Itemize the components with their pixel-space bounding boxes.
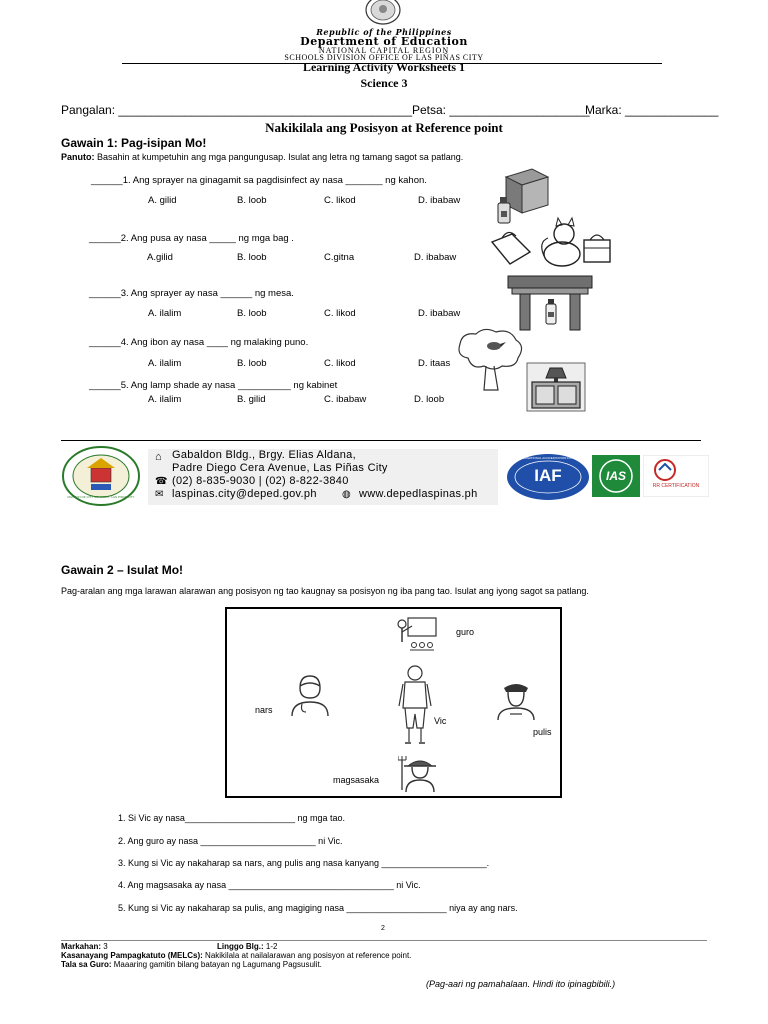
g2-question-4: 4. Ang magsasaka ay nasa _________________________________ ni Vic.	[118, 880, 421, 890]
gawain2-instruction: Pag-aralan ang mga larawan alarawan ang posisyon ng tao kaugnay sa posisyon ng iba pang tao. Isulat ang iyong sagot sa patlang.	[61, 586, 589, 596]
markahan-line	[61, 942, 108, 951]
g1-q2-choice-c[interactable]: C.gitna	[324, 252, 355, 263]
gawain2-title: Gawain 2 – Isulat Mo!	[61, 563, 184, 577]
g1-q4-choice-d[interactable]: D. itaas	[418, 358, 451, 369]
g1-question-3: ______3. Ang sprayer ay nasa ______ ng mesa.	[89, 288, 294, 299]
g1-q2-choice-b[interactable]: B. loob	[237, 252, 267, 263]
property-note: (Pag-aari ng pamahalaan. Hindi ito ipinagbibili.)	[426, 979, 616, 989]
iaf-logo-icon	[505, 452, 591, 502]
website-line[interactable]: www.depedlaspinas.ph	[359, 488, 478, 500]
gawain1-title: Gawain 1: Pag-isipan Mo!	[61, 136, 207, 150]
police-icon	[496, 680, 536, 720]
division-seal-text: DIVISION OF CITY SCHOOLS · LAS PIÑAS CITY	[67, 496, 135, 499]
g1-q3-choice-d[interactable]: D. ibabaw	[418, 308, 461, 319]
label-nars: nars	[255, 705, 273, 715]
worksheet-title: Learning Activity Worksheets 1	[302, 60, 466, 74]
division-seal-icon	[61, 446, 141, 506]
email-line[interactable]: laspinas.city@deped.gov.ph	[172, 488, 317, 500]
home-icon: ⌂	[155, 451, 162, 463]
division-line: SCHOOLS DIVISION OFFICE OF LAS PIÑAS CITY	[284, 53, 484, 62]
melcs-value: Nakikilala at nailalarawan ang posisyon at reference point.	[205, 951, 412, 960]
globe-icon: ◍	[342, 489, 351, 500]
g1-q4-choice-b[interactable]: B. loob	[237, 358, 267, 369]
email-icon: ✉	[155, 489, 164, 500]
g1-q2-choice-d[interactable]: D. ibabaw	[414, 252, 457, 263]
panuto-text: Basahin at kumpetuhin ang mga pangungusap. Isulat ang letra ng tamang sagot sa patlang.	[97, 152, 464, 162]
linggo-line	[217, 942, 277, 951]
g1-question-5: ______5. Ang lamp shade ay nasa __________ ng kabinet	[89, 380, 338, 391]
linggo-label: Linggo Blg.:	[217, 942, 264, 951]
region-line: NATIONAL CAPITAL REGION	[318, 46, 450, 55]
g1-q1-choice-b[interactable]: B. loob	[237, 195, 267, 206]
g1-q5-choice-c[interactable]: C. ibabaw	[324, 394, 367, 405]
footer-rule	[61, 940, 707, 941]
melcs-label: Kasanayang Pampagkatuto (MELCs):	[61, 951, 203, 960]
table-sprayer-icon	[506, 272, 594, 332]
label-magsasaka: magsasaka	[333, 775, 380, 785]
score-field[interactable]: Marka: ______________	[585, 103, 719, 117]
g1-q2-choice-a[interactable]: A.gilid	[147, 252, 173, 263]
ias-logo-text: IAS	[605, 469, 626, 483]
subject-title: Science 3	[360, 76, 408, 90]
g1-q1-choice-c[interactable]: C. likod	[324, 195, 356, 206]
vic-boy-icon	[398, 664, 432, 746]
ias-logo-icon	[592, 455, 640, 497]
nurse-icon	[290, 674, 330, 716]
label-pulis: pulis	[533, 727, 552, 737]
g2-question-2: 2. Ang guro ay nasa _______________________ ni Vic.	[118, 836, 343, 846]
deped-seal-icon	[364, 0, 402, 26]
rr-certification-icon	[643, 455, 709, 497]
tala-value: Maaaring gamitin bilang batayan ng Lagumang Pagsusulit.	[113, 960, 322, 969]
rr-certification-text: RR CERTIFICATION	[652, 483, 700, 489]
linggo-value: 1-2	[265, 942, 278, 951]
phone-icon: ☎	[155, 476, 168, 487]
tree-bird-icon	[454, 328, 526, 392]
date-field[interactable]: Petsa: _____________________	[412, 103, 590, 117]
g1-question-1: ______1. Ang sprayer na ginagamit sa pagdisinfect ay nasa _______ ng kahon.	[91, 175, 427, 186]
phone-line: (02) 8-835-9030 | (02) 8-822-3840	[172, 475, 349, 487]
g1-q5-choice-d[interactable]: D. loob	[414, 394, 445, 405]
g1-q4-choice-c[interactable]: C. likod	[324, 358, 356, 369]
label-vic: Vic	[434, 716, 447, 726]
g1-q3-choice-c[interactable]: C. likod	[324, 308, 356, 319]
topic-title: Nakikilala ang Posisyon at Reference point	[265, 120, 503, 135]
g1-question-2: ______2. Ang pusa ay nasa _____ ng mga bag .	[89, 233, 294, 244]
republic-line: Republic of the Philippines	[316, 27, 452, 37]
tala-label: Tala sa Guro:	[61, 960, 112, 969]
section-rule	[61, 440, 701, 441]
label-guro: guro	[456, 627, 475, 637]
cabinet-lamp-icon	[526, 362, 586, 412]
melcs-line	[61, 951, 411, 960]
g1-q4-choice-a[interactable]: A. ilalim	[148, 358, 182, 369]
address-line-2: Padre Diego Cera Avenue, Las Piñas City	[172, 462, 388, 474]
g2-question-3: 3. Kung si Vic ay nakaharap sa nars, ang pulis ang nasa kanyang _____________________.	[118, 858, 490, 868]
panuto	[61, 152, 463, 162]
g1-q3-choice-b[interactable]: B. loob	[237, 308, 267, 319]
g1-q5-choice-b[interactable]: B. gilid	[237, 394, 266, 405]
g1-q5-choice-a[interactable]: A. ilalim	[148, 394, 182, 405]
markahan-value: 3	[103, 942, 108, 951]
g2-question-1: 1. Si Vic ay nasa______________________ ng mga tao.	[118, 813, 346, 823]
department-line: Department of Education	[300, 35, 468, 48]
teacher-icon	[396, 616, 438, 652]
name-field[interactable]: Pangalan: ____________________________________________	[61, 103, 413, 117]
g1-question-4: ______4. Ang ibon ay nasa ____ ng malaking puno.	[89, 337, 309, 348]
page-number: 2	[381, 925, 385, 932]
farmer-icon	[398, 754, 442, 792]
iaf-logo-text: IAF	[534, 466, 562, 485]
iaf-ring-text: INTERNATIONAL ACCREDITATION FORUM	[517, 457, 579, 460]
markahan-label: Markahan:	[61, 942, 102, 951]
panuto-label: Panuto:	[61, 152, 95, 162]
bags-cat-icon	[488, 212, 613, 272]
g2-question-5: 5. Kung si Vic ay nakaharap sa pulis, ang magiging nasa ____________________ niya ay ang nars.	[118, 903, 518, 913]
g1-q1-choice-d[interactable]: D. ibabaw	[418, 195, 461, 206]
tala-line	[61, 960, 322, 969]
g1-q3-choice-a[interactable]: A. ilalim	[148, 308, 182, 319]
g1-q1-choice-a[interactable]: A. gilid	[148, 195, 177, 206]
address-line-1: Gabaldon Bldg., Brgy. Elias Aldana,	[172, 449, 356, 461]
